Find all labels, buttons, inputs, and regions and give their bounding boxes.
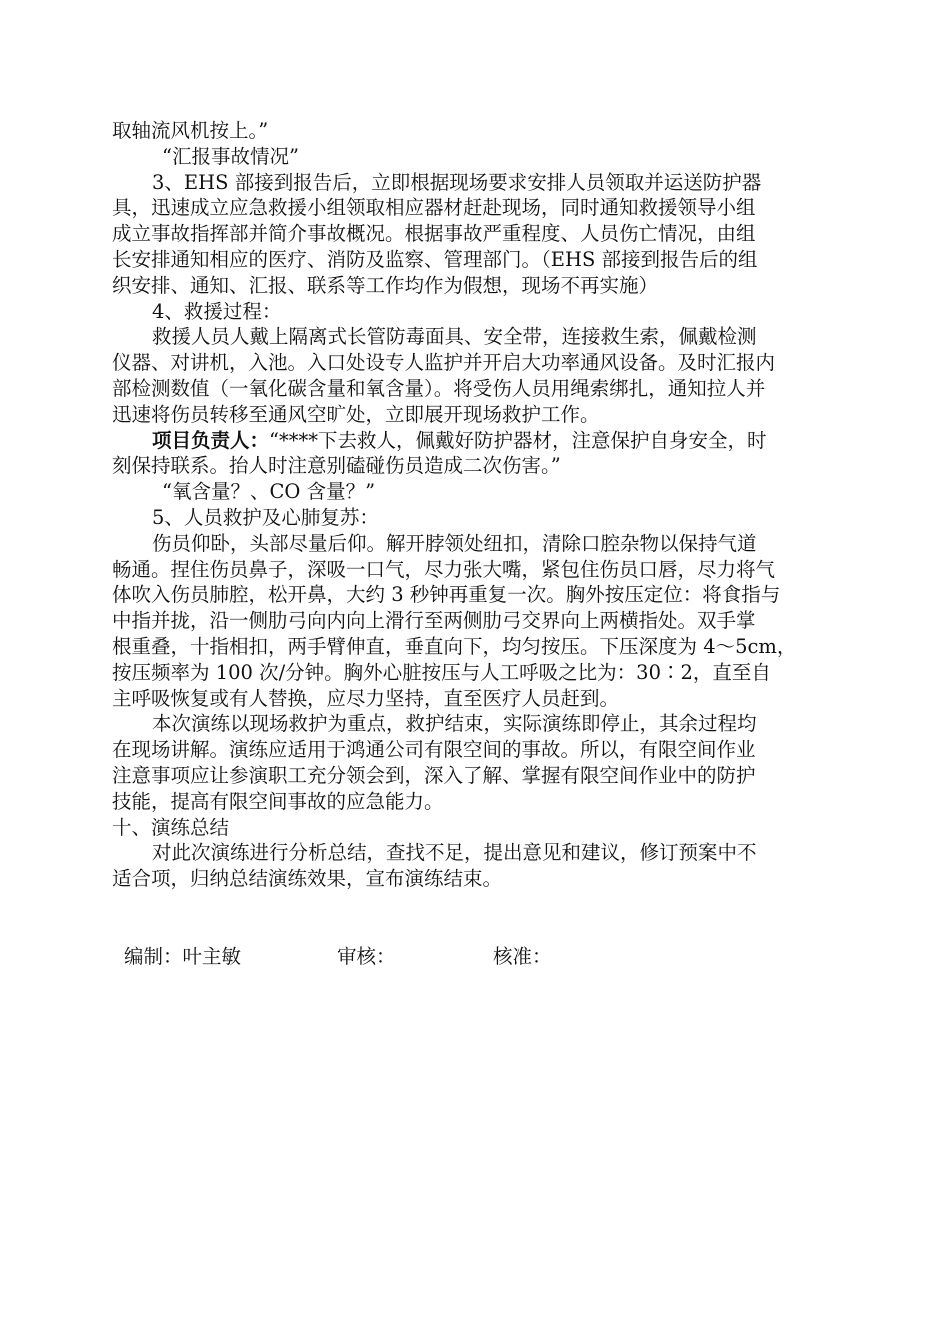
line-text: 成立事故指挥部并简介事故概况。根据事故严重程度、人员伤亡情况，由组 bbox=[112, 222, 756, 246]
line-text: 仪器、对讲机，入池。入口处设专人监护并开启大功率通风设备。及时汇报内 bbox=[112, 351, 776, 375]
line-text: 5、人员救护及心肺复苏： bbox=[152, 505, 379, 529]
line-text: 部检测数值（一氧化碳含量和氧含量）。将受伤人员用绳索绑扎，通知拉人并 bbox=[112, 376, 766, 400]
text-line bbox=[112, 350, 842, 376]
text-line bbox=[112, 763, 842, 789]
text-line bbox=[112, 737, 842, 763]
line-text: 根重叠，十指相扣，两手臂伸直，垂直向下，均匀按压。下压深度为 4～5cm， bbox=[112, 634, 797, 658]
text-line bbox=[112, 557, 842, 583]
text-line bbox=[112, 582, 842, 608]
line-text: 对此次演练进行分析总结，查找不足，提出意见和建议，修订预案中不 bbox=[152, 841, 757, 865]
text-line bbox=[112, 840, 842, 866]
line-text: 畅通。捏住伤员鼻子，深吸一口气，尽力张大嘴，紧包住伤员口唇，尽力将气 bbox=[112, 557, 776, 581]
text-line bbox=[112, 634, 842, 660]
text-line bbox=[112, 118, 842, 144]
line-text: 迅速将伤员转移至通风空旷处，立即展开现场救护工作。 bbox=[112, 402, 600, 426]
text-line bbox=[112, 428, 842, 454]
text-line bbox=[112, 195, 842, 221]
document-page bbox=[112, 118, 842, 970]
line-text: 4、救援过程： bbox=[152, 299, 282, 323]
line-text: 本次演练以现场救护为重点，救护结束，实际演练即停止，其余过程均 bbox=[152, 712, 757, 736]
text-line bbox=[112, 221, 842, 247]
text-line bbox=[112, 686, 842, 712]
line-text: “汇报事故情况” bbox=[162, 144, 299, 168]
text-line bbox=[112, 479, 842, 505]
line-text: 刻保持联系。抬人时注意别磕碰伤员造成二次伤害。” bbox=[112, 454, 561, 478]
line-text: 3、EHS 部接到报告后，立即根据现场要求安排人员领取并运送防护器 bbox=[152, 170, 762, 194]
text-line bbox=[112, 299, 842, 325]
text-line bbox=[112, 608, 842, 634]
signature-reviewer: 审核： bbox=[337, 944, 396, 968]
bold-label: 项目负责人： bbox=[152, 428, 270, 452]
line-text: 按压频率为 100 次/分钟。胸外心脏按压与人工呼吸之比为：30∶2，直至自 bbox=[112, 660, 771, 684]
text-line bbox=[112, 273, 842, 299]
line-text: “氧含量？、CO 含量？” bbox=[162, 480, 376, 504]
line-text: 织安排、通知、汇报、联系等工作均作为假想，现场不再实施） bbox=[112, 273, 659, 297]
text-line bbox=[112, 815, 842, 841]
line-text: 救援人员人戴上隔离式长管防毒面具、安全带，连接救生索，佩戴检测 bbox=[152, 325, 757, 349]
line-text: 在现场讲解。演练应适用于鸿通公司有限空间的事故。所以，有限空间作业 bbox=[112, 738, 756, 762]
text-line bbox=[112, 711, 842, 737]
line-text: 体吹入伤员肺腔，松开鼻，大约 3 秒钟再重复一次。胸外按压定位：将食指与 bbox=[112, 583, 781, 607]
line-text: 具，迅速成立应急救援小组领取相应器材赶赴现场，同时通知救援领导小组 bbox=[112, 196, 756, 220]
line-text: 注意事项应让参演职工充分领会到，深入了解、掌握有限空间作业中的防护 bbox=[112, 763, 756, 787]
text-line bbox=[112, 453, 842, 479]
line-text: 主呼吸恢复或有人替换，应尽力坚持，直至医疗人员赶到。 bbox=[112, 686, 620, 710]
line-text: “****下去救人，佩戴好防护器材，注意保护自身安全，时 bbox=[269, 428, 767, 452]
line-text: 十、演练总结 bbox=[112, 815, 230, 839]
text-line bbox=[112, 144, 842, 170]
line-text: 伤员仰卧，头部尽量后仰。解开脖领处纽扣，清除口腔杂物以保持气道 bbox=[152, 531, 757, 555]
text-line bbox=[112, 247, 842, 273]
document-body bbox=[112, 118, 842, 892]
line-text: 取轴流风机按上。” bbox=[112, 119, 269, 142]
text-line bbox=[112, 789, 842, 815]
signature-approver: 核准： bbox=[493, 944, 552, 968]
text-line bbox=[112, 324, 842, 350]
text-line bbox=[112, 402, 842, 428]
text-line bbox=[112, 866, 842, 892]
line-text: 长安排通知相应的医疗、消防及监察、管理部门。（EHS 部接到报告后的组 bbox=[112, 247, 758, 271]
line-text: 适合项，归纳总结演练效果，宣布演练结束。 bbox=[112, 867, 503, 891]
spacer bbox=[112, 892, 842, 944]
signature-editor: 编制：叶主敏 bbox=[124, 944, 242, 968]
text-line bbox=[112, 505, 842, 531]
text-line bbox=[112, 170, 842, 196]
text-line bbox=[112, 660, 842, 686]
signature-row bbox=[112, 944, 842, 970]
line-text: 中指并拢，沿一侧肋弓向内向上滑行至两侧肋弓交界向上两横指处。双手掌 bbox=[112, 609, 756, 633]
line-text: 技能，提高有限空间事故的应急能力。 bbox=[112, 789, 444, 813]
text-line bbox=[112, 376, 842, 402]
text-line bbox=[112, 531, 842, 557]
